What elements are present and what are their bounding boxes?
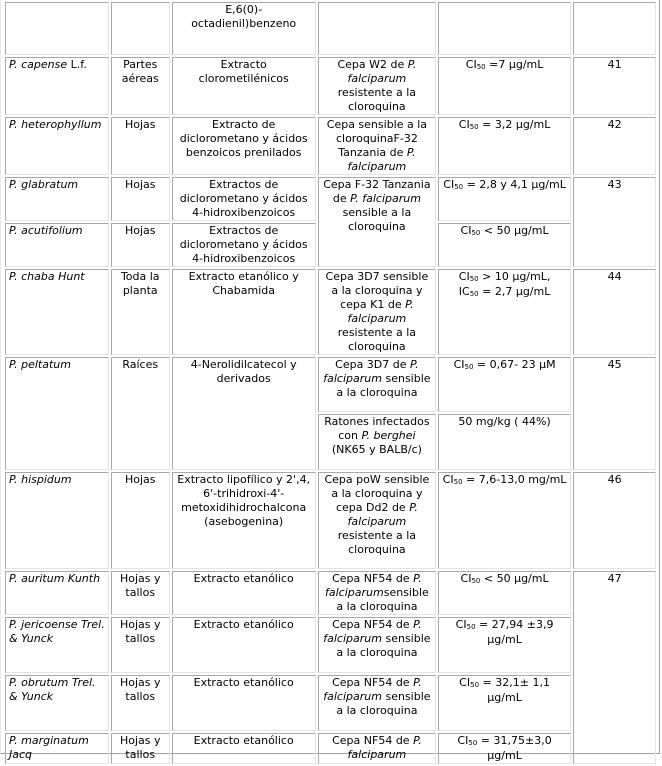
activity-value: = 27,94 ±3,9 µg/mL (475, 618, 554, 646)
strain-text: Cepa 3D7 de (335, 358, 411, 371)
activity-value: = 3,2 µg/mL (478, 118, 551, 131)
strain-organism: P. falciparum (323, 358, 419, 385)
strain-cell (318, 733, 436, 764)
table-row (5, 733, 656, 764)
reference-cell: 46 (573, 472, 656, 569)
activity-label: CI (459, 676, 471, 689)
activity-value: = 31,75±3,0 µg/mL (477, 734, 552, 762)
activity-value: = 32,1± 1,1 µg/mL (479, 676, 550, 704)
activity-subscript: 50 (466, 623, 476, 631)
plant-part-cell: Hojas (111, 177, 170, 221)
activity-cell (438, 617, 571, 673)
strain-text: sensible a la cloroquina (336, 586, 429, 613)
strain-cell (318, 617, 436, 673)
strain-cell (318, 675, 436, 731)
plant-part-cell: Hojas y tallos (111, 675, 170, 731)
strain-organism: P. falciparum (347, 58, 417, 85)
species-cell (5, 269, 109, 355)
strain-organism: P. berghei (361, 429, 416, 442)
activity-cell: 50 mg/kg ( 44%) (438, 414, 571, 470)
plant-part-cell: Partes aéreas (111, 57, 170, 115)
extract-cell: Extracto etanólico y Chabamida (172, 269, 316, 355)
activity-label: CI (455, 618, 467, 631)
strain-cell (318, 414, 436, 470)
table-row (5, 269, 656, 355)
activity-subscript: 50 (470, 681, 480, 689)
species-cell (5, 617, 109, 673)
extract-cell: Extractos de diclorometano y ácidos 4-hidroxibenzoicos (172, 177, 316, 221)
strain-organism: P. falciparum (347, 501, 418, 528)
strain-organism: P. falciparum (350, 192, 421, 205)
plant-part-cell: Hojas y tallos (111, 571, 170, 615)
species-cell (5, 2, 109, 55)
activity-cell (438, 2, 571, 55)
activity-value: = 0,67- 23 µM (473, 358, 556, 371)
strain-cell (318, 177, 436, 267)
activity-label: CI (460, 572, 472, 585)
activity-label: CI (458, 270, 470, 283)
strain-cell (318, 269, 436, 355)
strain-organism: P. falciparum (325, 572, 422, 599)
strain-cell (318, 357, 436, 412)
species-name: P. obrutum Trel. & Yunck (9, 676, 96, 703)
strain-text: Cepa W2 de (337, 58, 408, 71)
activity-label: CI (453, 358, 465, 371)
activity-cell (438, 733, 571, 764)
strain-text: sensible a la cloroquina (336, 632, 431, 659)
activity-subscript: 50 (454, 183, 464, 191)
plant-part-cell: Raíces (111, 357, 170, 470)
table-row (5, 675, 656, 731)
strain-text: resistente a la cloroquina (337, 326, 417, 353)
strain-text: (NK65 y BALB/c) (331, 443, 422, 456)
strain-text: Cepa sensible a la cloroquinaF-32 Tanzania de (326, 118, 428, 159)
species-cell (5, 57, 109, 115)
extract-cell: Extracto lipofílico y 2',4, 6'-trihidroxi-4'-metoxidihidrochalcona (asebogenina) (172, 472, 316, 569)
species-cell (5, 177, 109, 221)
plant-part-cell: Hojas (111, 117, 170, 175)
activity-value: > 10 µg/mL, (478, 270, 551, 283)
plant-part-cell: Hojas y tallos (111, 733, 170, 764)
reference-cell: 45 (573, 357, 656, 470)
activity-value: =7 µg/mL (485, 58, 544, 71)
strain-text: resistente a la cloroquina (337, 529, 417, 556)
species-name: P. hispidum (9, 473, 72, 486)
table-row (5, 57, 656, 115)
activity-value: < 50 µg/mL (480, 224, 549, 237)
species-cell (5, 571, 109, 615)
activity-subscript: 50 (468, 739, 478, 747)
activity-value: = 2,7 µg/mL (478, 285, 551, 298)
table-row (5, 117, 656, 175)
species-cell (5, 223, 109, 267)
plant-part-cell: Toda la planta (111, 269, 170, 355)
extract-cell: Extracto etanólico (172, 617, 316, 673)
activity-cell (438, 269, 571, 355)
species-name: P. glabratum (9, 178, 79, 191)
species-cell (5, 675, 109, 731)
activity-label: CI (458, 118, 470, 131)
species-cell (5, 117, 109, 175)
strain-cell (318, 2, 436, 55)
activity-cell (438, 357, 571, 412)
strain-text: Cepa poW sensible a la cloroquina y cepa Dd2 de (324, 473, 430, 514)
strain-text: sensible a la cloroquina (342, 206, 412, 233)
species-name: P. auritum Kunth (9, 572, 101, 585)
plant-part-cell (111, 2, 170, 55)
species-name: P. chaba Hunt (9, 270, 85, 283)
activity-subscript: 50 (469, 290, 479, 298)
species-name: P. acutifolium (9, 224, 83, 237)
extract-text: E,6(0)- octadienil)benzeno (191, 3, 297, 30)
strain-text: sensible a la cloroquina (336, 372, 431, 399)
reference-cell: 43 (573, 177, 656, 267)
species-name: P. jericoense Trel. & Yunck (9, 618, 105, 645)
activity-subscript: 50 (471, 229, 481, 237)
species-cell (5, 733, 109, 764)
strain-organism: P. falciparum (347, 298, 414, 325)
strain-organism: P. falciparum (323, 618, 422, 645)
strain-text: resistente a la cloroquina (337, 86, 417, 113)
activity-label: IC (458, 285, 470, 298)
reference-cell: 47 (573, 571, 656, 764)
activity-subscript: 50 (476, 63, 486, 71)
species-cell (5, 357, 109, 470)
table-row (5, 571, 656, 615)
activity-value: = 2,8 y 4,1 µg/mL (463, 178, 566, 191)
strain-organism: P. falciparum (347, 734, 422, 761)
species-name: P. capense (9, 58, 68, 71)
table-row (5, 617, 656, 673)
extract-cell: Extracto etanólico (172, 571, 316, 615)
species-name: P. heterophyllum (9, 118, 102, 131)
activity-cell (438, 472, 571, 569)
strain-text: Cepa NF54 de (332, 572, 414, 585)
activity-cell (438, 675, 571, 731)
strain-text: Cepa 3D7 sensible a la cloroquina y cepa K1 de (325, 270, 429, 311)
strain-text: sensible a la cloroquina (336, 690, 431, 717)
strain-cell (318, 472, 436, 569)
extract-cell: Extracto clorometilénicos (172, 57, 316, 115)
strain-organism: P. falciparum (347, 146, 416, 173)
plant-part-cell: Hojas y tallos (111, 617, 170, 673)
table-row (5, 177, 656, 221)
activity-subscript: 50 (453, 478, 463, 486)
reference-cell (573, 2, 656, 55)
extract-cell: Extractos de diclorometano y ácidos 4-hidroxibenzoicos (172, 223, 316, 267)
plant-part-cell: Hojas (111, 223, 170, 267)
activity-label: CI (443, 178, 455, 191)
strain-organism: P. falciparum (323, 676, 422, 703)
strain-text: Cepa NF54 de (332, 734, 414, 747)
activity-subscript: 50 (469, 275, 479, 283)
reference-cell: 42 (573, 117, 656, 175)
species-author: L.f. (67, 58, 87, 71)
reference-cell: 41 (573, 57, 656, 115)
activity-subscript: 50 (469, 123, 479, 131)
strain-text: Ratones infectados con (324, 415, 430, 442)
plant-part-cell: Hojas (111, 472, 170, 569)
activity-cell (438, 223, 571, 267)
strain-cell (318, 117, 436, 175)
extract-cell: Extracto etanólico (172, 675, 316, 731)
activity-cell (438, 57, 571, 115)
extract-cell: Extracto de diclorometano y ácidos benzoicos prenilados (172, 117, 316, 175)
activity-subscript: 50 (471, 577, 481, 585)
strain-text: Cepa NF54 de (332, 618, 414, 631)
activity-cell (438, 177, 571, 221)
activity-cell (438, 571, 571, 615)
reference-cell: 44 (573, 269, 656, 355)
extract-cell: Extracto etanólico (172, 733, 316, 764)
species-cell (5, 472, 109, 569)
table-row (5, 472, 656, 569)
antimalarial-activity-table (3, 0, 658, 766)
activity-label: CI (457, 734, 469, 747)
species-name: P. marginatum Jacq (9, 734, 89, 761)
extract-cell (172, 2, 316, 55)
strain-text: Cepa F-32 Tanzania de (323, 178, 431, 205)
table-row (5, 2, 656, 55)
strain-text: Cepa NF54 de (332, 676, 414, 689)
activity-value: < 50 µg/mL (480, 572, 549, 585)
strain-cell (318, 571, 436, 615)
activity-label: CI (442, 473, 454, 486)
activity-subscript: 50 (464, 363, 474, 371)
table-row (5, 357, 656, 412)
extract-cell: 4-Nerolidilcatecol y derivados (172, 357, 316, 470)
strain-cell (318, 57, 436, 115)
activity-label: CI (465, 58, 477, 71)
activity-value: = 7,6-13,0 mg/mL (462, 473, 567, 486)
activity-cell (438, 117, 571, 175)
activity-label: CI (460, 224, 472, 237)
species-name: P. peltatum (9, 358, 71, 371)
